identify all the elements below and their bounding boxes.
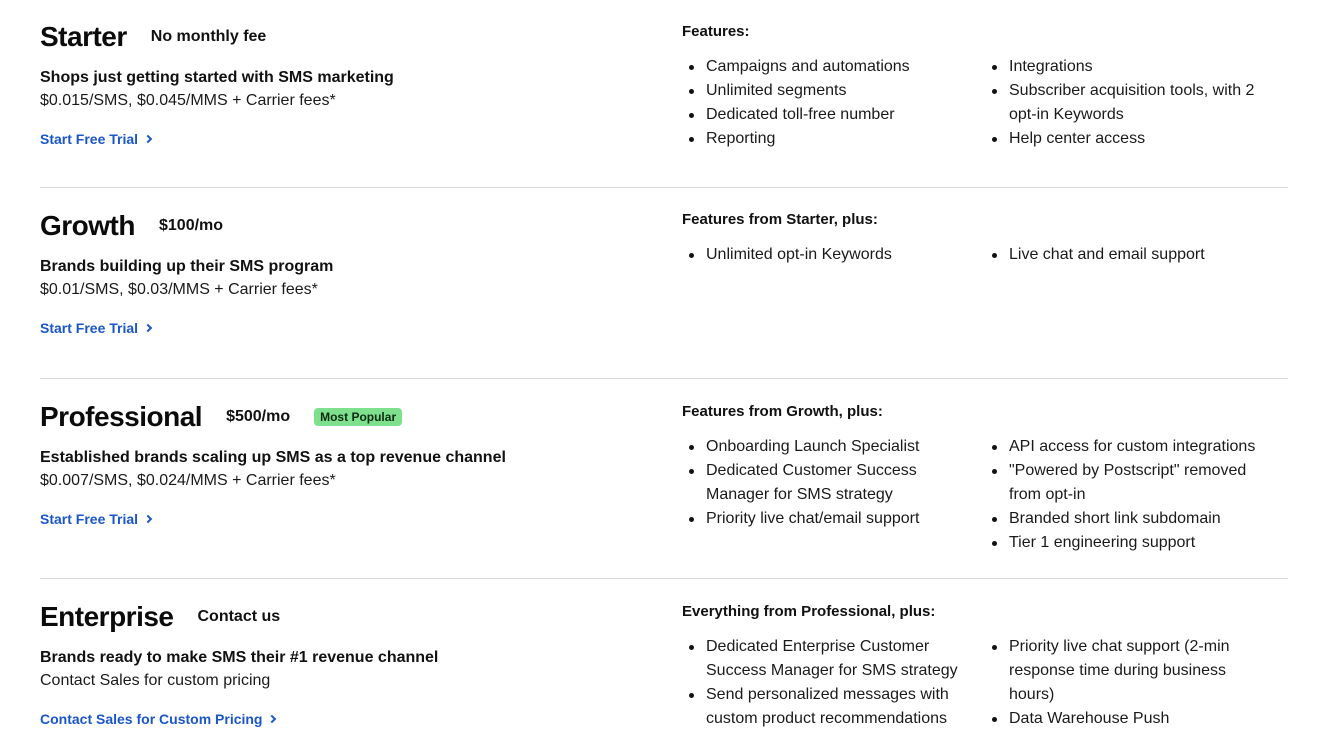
chevron-right-icon xyxy=(268,715,276,723)
feature-list-left xyxy=(682,55,985,151)
chevron-right-icon xyxy=(144,135,152,143)
chevron-right-icon xyxy=(144,324,152,332)
plan-summary xyxy=(40,600,682,751)
feature-list-left xyxy=(682,243,985,267)
feature-item: Dedicated Customer Success Manager for SMS strategy xyxy=(682,459,985,507)
plan-cost: Contact Sales for custom pricing xyxy=(40,672,271,689)
feature-item: Unlimited segments xyxy=(682,79,985,103)
plan-tagline: Brands building up their SMS program xyxy=(40,258,334,275)
start-free-trial-link[interactable] xyxy=(40,511,151,527)
feature-item: Dedicated Enterprise Customer Success Manager for SMS strategy xyxy=(682,635,985,683)
feature-item: Onboarding Launch Specialist xyxy=(682,435,985,459)
plan-name: Professional xyxy=(40,401,203,432)
contact-sales-link[interactable] xyxy=(40,711,275,727)
feature-list-left xyxy=(682,635,985,731)
features-title: Features from Starter, plus: xyxy=(682,211,878,228)
feature-list-left xyxy=(682,435,985,555)
plan-summary xyxy=(40,400,682,578)
feature-item: Subscriber acquisition tools, with 2 opt-in Keywords xyxy=(985,79,1285,127)
plan-name: Starter xyxy=(40,21,127,52)
cta-label: Start Free Trial xyxy=(40,320,139,336)
plan-price: No monthly fee xyxy=(150,28,267,45)
feature-item: Data Warehouse Push xyxy=(985,707,1285,731)
feature-list-right xyxy=(985,243,1285,267)
feature-columns xyxy=(682,55,1288,151)
feature-item: Dedicated toll-free number xyxy=(682,103,985,127)
start-free-trial-link[interactable] xyxy=(40,131,151,147)
feature-item: Priority live chat support (2-min response time during business hours) xyxy=(985,635,1285,707)
feature-item: Integrations xyxy=(985,55,1285,79)
plan-header xyxy=(40,20,682,54)
plan-features xyxy=(682,600,1288,751)
feature-item: Priority live chat/email support xyxy=(682,507,985,531)
cta-label: Start Free Trial xyxy=(40,131,139,147)
feature-item: API access for custom integrations xyxy=(985,435,1285,459)
plan-tagline: Brands ready to make SMS their #1 revenue channel xyxy=(40,649,439,666)
feature-item: Unlimited opt-in Keywords xyxy=(682,243,985,267)
plan-features xyxy=(682,20,1288,187)
plan-price: $500/mo xyxy=(226,408,291,425)
most-popular-badge: Most Popular xyxy=(314,408,402,426)
feature-columns xyxy=(682,435,1288,555)
plan-features xyxy=(682,209,1288,378)
feature-item: Live chat and email support xyxy=(985,243,1285,267)
plan-header xyxy=(40,400,682,434)
plan-cost: $0.015/SMS, $0.045/MMS + Carrier fees* xyxy=(40,92,336,109)
feature-item: Tier 1 engineering support xyxy=(985,531,1285,555)
feature-list-right xyxy=(985,435,1285,555)
chevron-right-icon xyxy=(144,515,152,523)
feature-list-right xyxy=(985,55,1285,151)
features-title: Everything from Professional, plus: xyxy=(682,603,936,620)
plan-header xyxy=(40,600,682,634)
plan-professional xyxy=(40,379,1288,579)
feature-item: Branded short link subdomain xyxy=(985,507,1285,531)
features-title: Features: xyxy=(682,23,750,40)
cta-label: Contact Sales for Custom Pricing xyxy=(40,711,263,727)
plan-name: Enterprise xyxy=(40,601,174,632)
feature-item: "Powered by Postscript" removed from opt-in xyxy=(985,459,1285,507)
feature-item: Reporting xyxy=(682,127,985,151)
features-title: Features from Growth, plus: xyxy=(682,403,883,420)
plan-starter xyxy=(40,0,1288,188)
plan-enterprise xyxy=(40,579,1288,751)
plan-summary xyxy=(40,20,682,187)
start-free-trial-link[interactable] xyxy=(40,320,151,336)
plan-growth xyxy=(40,188,1288,379)
feature-columns xyxy=(682,635,1288,731)
plan-cost: $0.007/SMS, $0.024/MMS + Carrier fees* xyxy=(40,472,336,489)
plan-price: $100/mo xyxy=(159,217,224,234)
plan-features xyxy=(682,400,1288,578)
feature-item: Campaigns and automations xyxy=(682,55,985,79)
plan-name: Growth xyxy=(40,210,135,241)
plan-summary xyxy=(40,209,682,378)
plan-tagline: Established brands scaling up SMS as a top revenue channel xyxy=(40,449,506,466)
feature-columns xyxy=(682,243,1288,267)
feature-list-right xyxy=(985,635,1285,731)
pricing-plans xyxy=(40,0,1288,751)
plan-price: Contact us xyxy=(197,608,281,625)
plan-header xyxy=(40,209,682,243)
cta-label: Start Free Trial xyxy=(40,511,139,527)
plan-cost: $0.01/SMS, $0.03/MMS + Carrier fees* xyxy=(40,281,318,298)
feature-item: Send personalized messages with custom product recommendations xyxy=(682,683,985,731)
plan-tagline: Shops just getting started with SMS marketing xyxy=(40,69,394,86)
feature-item: Help center access xyxy=(985,127,1285,151)
